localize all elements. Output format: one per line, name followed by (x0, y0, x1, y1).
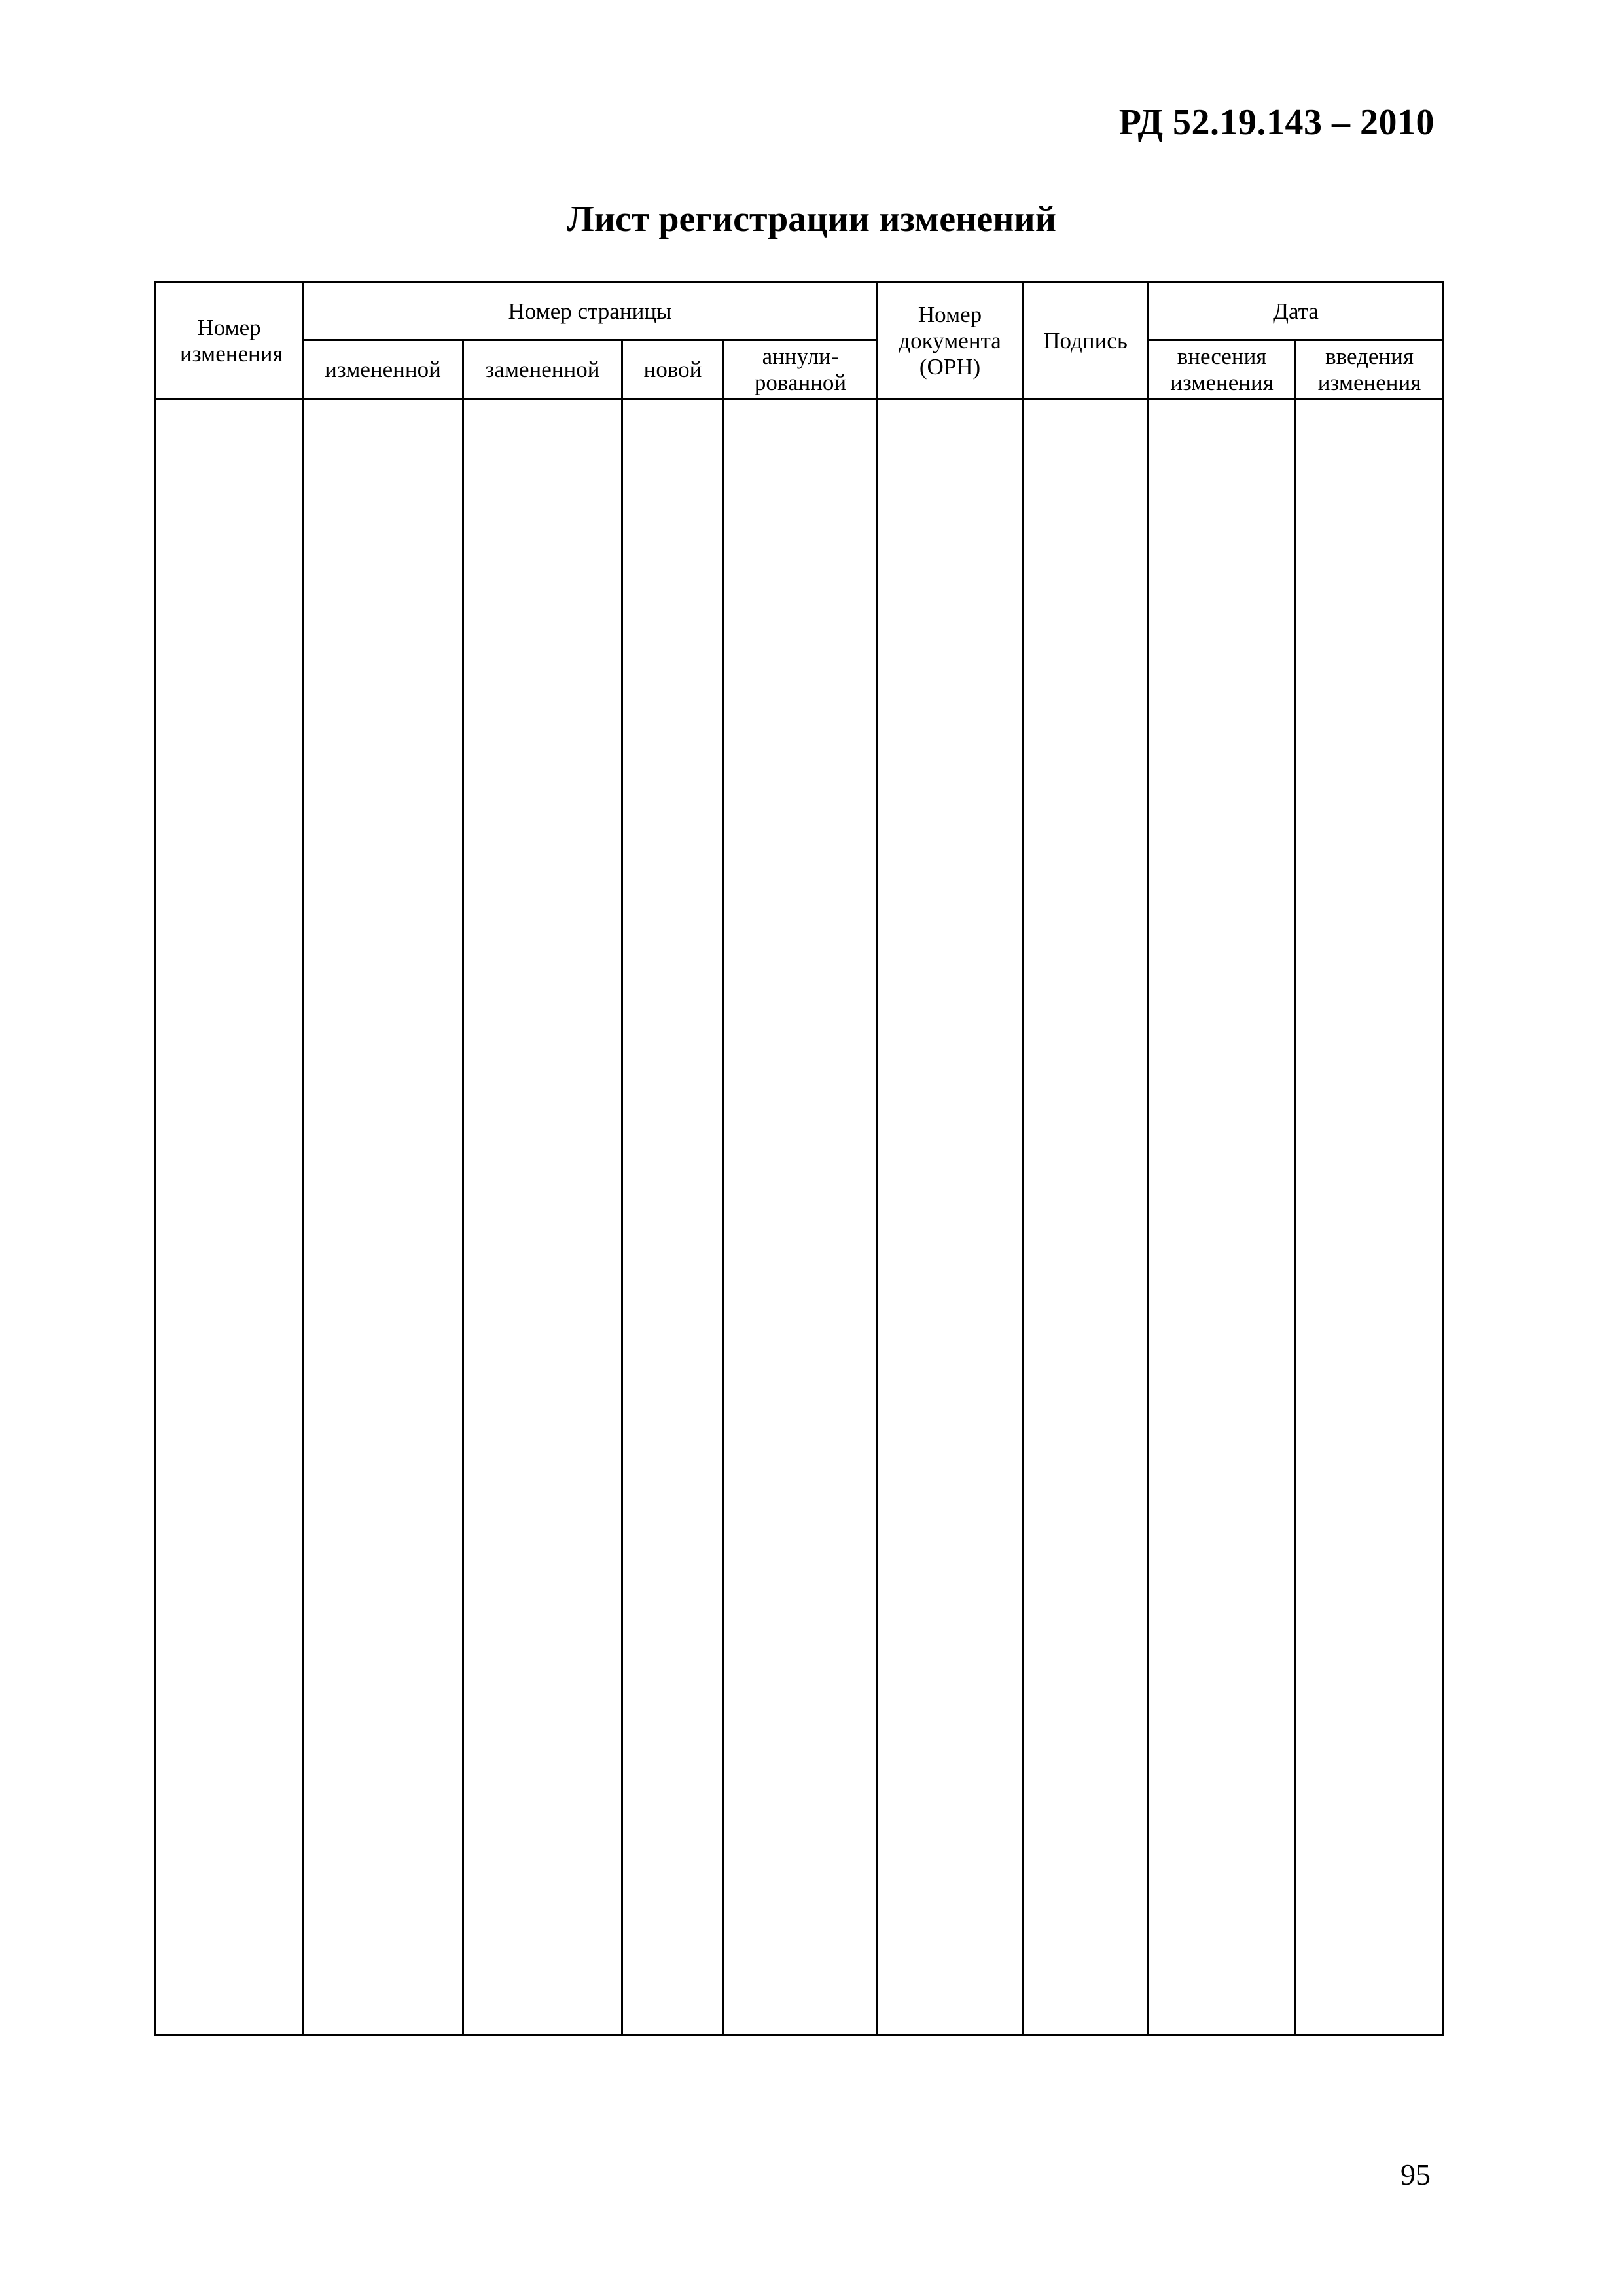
header-page-replaced-label: замененной (485, 356, 600, 382)
header-date (1149, 283, 1444, 340)
body-cell-date-entered (1149, 399, 1296, 2035)
header-document-number-line3: (ОРН) (919, 353, 981, 380)
header-document-number-line1: Номер (918, 301, 982, 327)
body-cell-page-new (622, 399, 724, 2035)
body-cell-signature (1023, 399, 1149, 2035)
change-registration-table (154, 281, 1444, 2036)
body-cell-page-replaced (463, 399, 622, 2035)
header-page-replaced (463, 340, 622, 399)
header-document-number (878, 283, 1023, 399)
header-date-introduced (1296, 340, 1444, 399)
body-cell-date-introduced (1296, 399, 1444, 2035)
header-page-number-label: Номер страницы (508, 298, 672, 324)
header-page-annulled-line2: рованной (754, 369, 847, 395)
body-cell-page-annulled (724, 399, 878, 2035)
header-page-annulled (724, 340, 878, 399)
header-signature (1023, 283, 1149, 399)
header-date-label: Дата (1273, 298, 1319, 324)
body-cell-document-number (878, 399, 1023, 2035)
header-page-new (622, 340, 724, 399)
header-page-changed-label: измененной (325, 356, 441, 382)
header-document-number-line2: документа (899, 327, 1001, 353)
body-cell-change-number (156, 399, 303, 2035)
header-page-changed (303, 340, 463, 399)
page-title: Лист регистрации изменений (567, 199, 1056, 240)
document-id: РД 52.19.143 – 2010 (1118, 102, 1435, 143)
header-date-introduced-line2: изменения (1317, 369, 1421, 395)
header-date-entered (1149, 340, 1296, 399)
header-page-new-label: новой (643, 356, 702, 382)
table-body-row (156, 399, 1444, 2035)
header-date-introduced-line1: введения (1325, 343, 1414, 369)
header-change-number-label: Номер изменения (180, 314, 283, 367)
header-signature-label: Подпись (1043, 327, 1128, 353)
header-page-annulled-line1: аннули- (762, 343, 839, 369)
header-change-number (156, 283, 303, 399)
header-page-number (303, 283, 878, 340)
page-number: 95 (1400, 2158, 1431, 2191)
header-date-entered-line2: изменения (1170, 369, 1274, 395)
body-cell-page-changed (303, 399, 463, 2035)
header-date-entered-line1: внесения (1177, 343, 1267, 369)
